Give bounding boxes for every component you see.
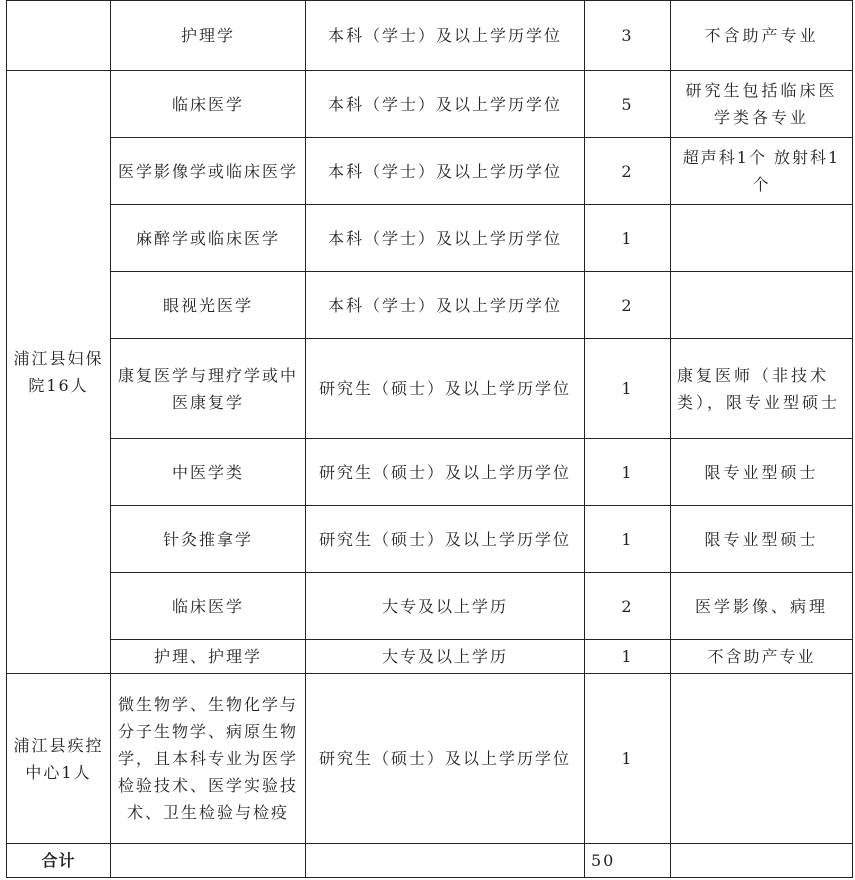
note-cell: 研究生包括临床医学类各专业 [671, 71, 853, 138]
major-cell: 中医学类 [111, 439, 306, 506]
education-cell: 研究生（硕士）及以上学历学位 [306, 674, 585, 844]
note-cell [671, 205, 853, 272]
count-cell: 1 [585, 205, 671, 272]
total-row [7, 844, 853, 878]
major-cell: 护理学 [111, 1, 306, 71]
major-cell: 医学影像学或临床医学 [111, 138, 306, 205]
table-row [7, 640, 853, 674]
count-cell: 1 [585, 640, 671, 674]
count-cell: 5 [585, 71, 671, 138]
total-count: 50 [585, 844, 671, 878]
major-cell: 临床医学 [111, 71, 306, 138]
major-cell: 麻醉学或临床医学 [111, 205, 306, 272]
table-row [7, 71, 853, 138]
education-cell: 研究生（硕士）及以上学历学位 [306, 439, 585, 506]
unit-name-cell: 浦江县疾控中心1人 [7, 674, 111, 844]
major-cell: 眼视光医学 [111, 272, 306, 339]
education-cell: 本科（学士）及以上学历学位 [306, 205, 585, 272]
education-cell: 本科（学士）及以上学历学位 [306, 138, 585, 205]
major-cell: 康复医学与理疗学或中医康复学 [111, 339, 306, 439]
table-row [7, 1, 853, 71]
note-cell [671, 674, 853, 844]
note-cell: 不含助产专业 [671, 640, 853, 674]
table-row [7, 138, 853, 205]
count-cell: 2 [585, 272, 671, 339]
count-cell: 1 [585, 439, 671, 506]
note-cell: 医学影像、病理 [671, 573, 853, 640]
education-cell: 本科（学士）及以上学历学位 [306, 1, 585, 71]
education-cell: 大专及以上学历 [306, 640, 585, 674]
note-cell: 限专业型硕士 [671, 506, 853, 573]
education-cell: 研究生（硕士）及以上学历学位 [306, 506, 585, 573]
total-note-cell [671, 844, 853, 878]
unit-cell [7, 1, 111, 71]
table-row [7, 272, 853, 339]
major-cell: 护理、护理学 [111, 640, 306, 674]
recruitment-table [6, 0, 853, 878]
education-cell: 大专及以上学历 [306, 573, 585, 640]
count-cell: 2 [585, 573, 671, 640]
note-cell: 限专业型硕士 [671, 439, 853, 506]
note-cell: 超声科1个 放射科1个 [671, 138, 853, 205]
count-cell: 3 [585, 1, 671, 71]
total-label: 合计 [7, 844, 111, 878]
total-education-cell [306, 844, 585, 878]
education-cell: 本科（学士）及以上学历学位 [306, 71, 585, 138]
education-cell: 本科（学士）及以上学历学位 [306, 272, 585, 339]
table-row [7, 439, 853, 506]
major-cell: 微生物学、生物化学与分子生物学、病原生物学，且本科专业为医学检验技术、医学实验技术、卫生检验与检疫 [111, 674, 306, 844]
major-cell: 临床医学 [111, 573, 306, 640]
major-cell: 针灸推拿学 [111, 506, 306, 573]
table-row [7, 339, 853, 439]
count-cell: 1 [585, 674, 671, 844]
count-cell: 1 [585, 339, 671, 439]
note-cell: 康复医师（非技术类），限专业型硕士 [671, 339, 853, 439]
table-row [7, 674, 853, 844]
total-major-cell [111, 844, 306, 878]
note-cell [671, 272, 853, 339]
unit-name-cell: 浦江县妇保院16人 [7, 71, 111, 674]
count-cell: 1 [585, 506, 671, 573]
table-row [7, 205, 853, 272]
table-row [7, 573, 853, 640]
table-row [7, 506, 853, 573]
education-cell: 研究生（硕士）及以上学历学位 [306, 339, 585, 439]
count-cell: 2 [585, 138, 671, 205]
note-cell: 不含助产专业 [671, 1, 853, 71]
